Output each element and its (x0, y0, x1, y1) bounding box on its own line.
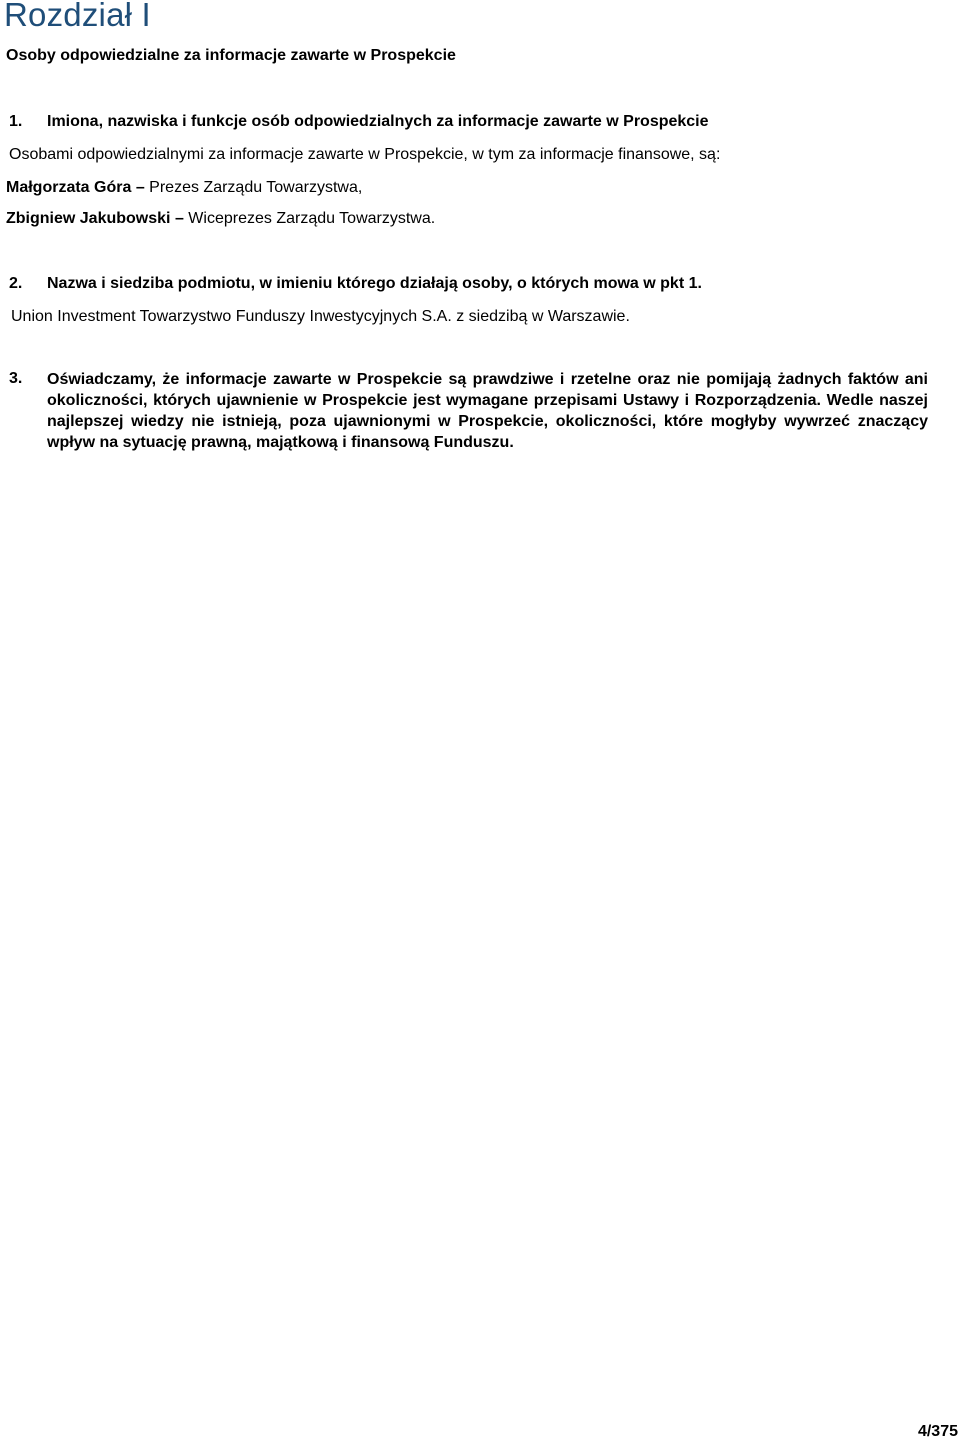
person-role: Prezes Zarządu Towarzystwa, (149, 179, 363, 196)
person-row (6, 210, 435, 228)
person-name: Małgorzata Góra (6, 179, 132, 196)
person-row (6, 179, 362, 197)
section-1-heading: Imiona, nazwiska i funkcje osób odpowiedzialnych za informacje zawarte w Prospekcie (47, 113, 709, 130)
person-role: Wiceprezes Zarządu Towarzystwa. (188, 210, 436, 227)
page-number: 4/375 (917, 1423, 958, 1440)
section-1-number: 1. (9, 113, 23, 130)
section-2-text: Union Investment Towarzystwo Funduszy Inwestycyjnych S.A. z siedzibą w Warszawie. (11, 308, 630, 325)
section-1-intro: Osobami odpowiedzialnymi za informacje zawarte w Prospekcie, w tym za informacje finansowe, są: (9, 146, 721, 163)
person-dash: – (174, 210, 184, 227)
section-3-number: 3. (9, 370, 23, 387)
chapter-title: Rozdział I (4, 0, 151, 33)
section-2-heading: Nazwa i siedziba podmiotu, w imieniu którego działają osoby, o których mowa w pkt 1. (47, 275, 702, 292)
person-dash: – (135, 179, 145, 196)
section-2-number: 2. (9, 275, 23, 292)
chapter-subtitle: Osoby odpowiedzialne za informacje zawarte w Prospekcie (6, 47, 456, 64)
person-name: Zbigniew Jakubowski (6, 210, 171, 227)
section-3-text: Oświadczamy, że informacje zawarte w Prospekcie są prawdziwe i rzetelne oraz nie pomijają żadnych faktów ani okoliczności, których ujawnienie w Prospekcie jest wymagane przepisami Ustawy i Rozporządzenia. Wedle naszej najlepszej wiedzy nie istnieją, poza ujawnionymi w Prospekcie, okoliczności, które mogłyby wywrzeć znaczący wpływ na sytuację prawną, majątkową i finansową Funduszu. (47, 371, 928, 451)
